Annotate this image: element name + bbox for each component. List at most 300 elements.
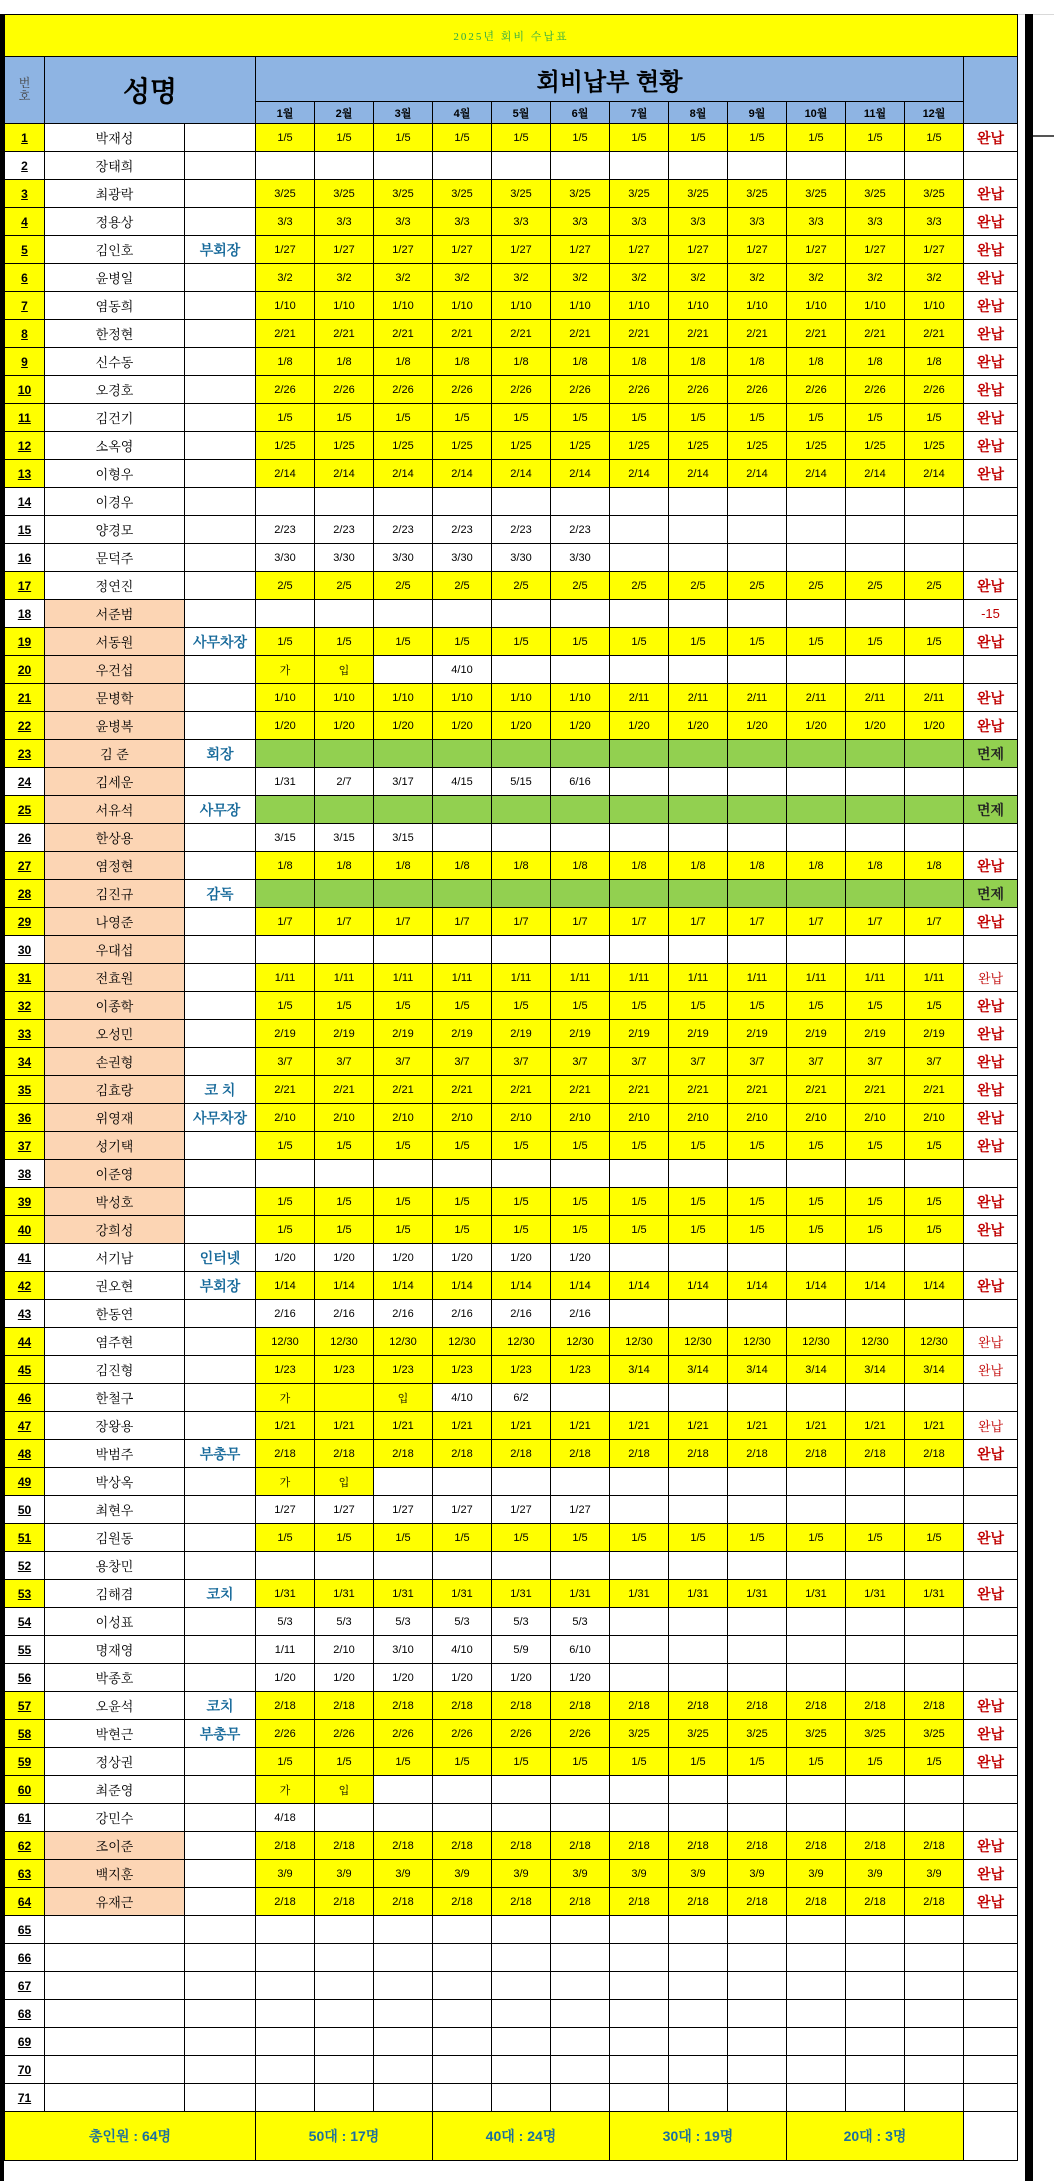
month-payment-cell[interactable]	[610, 1776, 669, 1804]
member-name-cell[interactable]: 위영재	[45, 1104, 185, 1132]
month-header[interactable]: 8월	[669, 102, 728, 124]
payment-status-cell[interactable]: -15	[964, 600, 1018, 628]
month-payment-cell[interactable]: 1/25	[787, 432, 846, 460]
month-payment-cell[interactable]: 3/25	[433, 180, 492, 208]
month-payment-cell[interactable]: 3/9	[787, 1860, 846, 1888]
month-payment-cell[interactable]	[374, 2000, 433, 2028]
row-number-cell[interactable]: 11	[5, 404, 45, 432]
member-name-cell[interactable]: 문덕주	[45, 544, 185, 572]
month-payment-cell[interactable]	[256, 1160, 315, 1188]
member-role-cell[interactable]: 부회장	[185, 1272, 256, 1300]
month-payment-cell[interactable]: 1/5	[492, 1188, 551, 1216]
month-payment-cell[interactable]: 1/20	[374, 1664, 433, 1692]
month-payment-cell[interactable]	[315, 2028, 374, 2056]
month-payment-cell[interactable]: 1/5	[492, 992, 551, 1020]
month-payment-cell[interactable]: 2/14	[905, 460, 964, 488]
month-payment-cell[interactable]: 12/30	[492, 1328, 551, 1356]
month-payment-cell[interactable]	[905, 1636, 964, 1664]
month-payment-cell[interactable]: 2/21	[256, 320, 315, 348]
month-payment-cell[interactable]: 3/7	[315, 1048, 374, 1076]
month-header[interactable]: 1월	[256, 102, 315, 124]
month-payment-cell[interactable]: 2/21	[787, 320, 846, 348]
month-payment-cell[interactable]	[433, 796, 492, 824]
month-payment-cell[interactable]: 3/9	[315, 1860, 374, 1888]
month-payment-cell[interactable]	[551, 936, 610, 964]
month-payment-cell[interactable]	[315, 1552, 374, 1580]
member-role-cell[interactable]	[185, 1216, 256, 1244]
payment-status-cell[interactable]: 완납	[964, 852, 1018, 880]
member-role-cell[interactable]: 인터넷	[185, 1244, 256, 1272]
month-payment-cell[interactable]: 2/14	[551, 460, 610, 488]
month-payment-cell[interactable]: 1/5	[492, 404, 551, 432]
month-payment-cell[interactable]: 12/30	[433, 1328, 492, 1356]
month-payment-cell[interactable]: 6/16	[551, 768, 610, 796]
month-payment-cell[interactable]	[905, 936, 964, 964]
member-name-cell[interactable]: 김진규	[45, 880, 185, 908]
month-payment-cell[interactable]: 3/3	[669, 208, 728, 236]
month-payment-cell[interactable]: 2/21	[728, 320, 787, 348]
month-payment-cell[interactable]: 1/20	[433, 1664, 492, 1692]
row-number-cell[interactable]: 37	[5, 1132, 45, 1160]
no-header[interactable]	[5, 57, 45, 124]
month-payment-cell[interactable]: 1/31	[905, 1580, 964, 1608]
payment-status-cell[interactable]: 완납	[964, 1720, 1018, 1748]
member-name-cell[interactable]: 나영준	[45, 908, 185, 936]
month-payment-cell[interactable]	[787, 2056, 846, 2084]
month-payment-cell[interactable]	[669, 600, 728, 628]
member-role-cell[interactable]	[185, 1496, 256, 1524]
row-number-cell[interactable]: 69	[5, 2028, 45, 2056]
row-number-cell[interactable]: 13	[5, 460, 45, 488]
month-payment-cell[interactable]: 1/7	[492, 908, 551, 936]
month-payment-cell[interactable]: 2/5	[846, 572, 905, 600]
month-payment-cell[interactable]: 1/8	[787, 348, 846, 376]
month-payment-cell[interactable]	[787, 1160, 846, 1188]
month-payment-cell[interactable]: 3/2	[905, 264, 964, 292]
month-payment-cell[interactable]: 1/23	[315, 1356, 374, 1384]
member-role-cell[interactable]	[185, 1328, 256, 1356]
month-payment-cell[interactable]: 2/18	[787, 1692, 846, 1720]
month-payment-cell[interactable]: 1/31	[256, 768, 315, 796]
month-payment-cell[interactable]	[374, 2056, 433, 2084]
month-payment-cell[interactable]: 1/5	[433, 1188, 492, 1216]
month-payment-cell[interactable]	[728, 1776, 787, 1804]
month-header[interactable]: 5월	[492, 102, 551, 124]
month-payment-cell[interactable]	[610, 1468, 669, 1496]
member-role-cell[interactable]	[185, 656, 256, 684]
month-payment-cell[interactable]	[492, 488, 551, 516]
month-payment-cell[interactable]: 1/5	[433, 404, 492, 432]
month-payment-cell[interactable]	[787, 600, 846, 628]
month-payment-cell[interactable]: 1/5	[433, 1216, 492, 1244]
month-payment-cell[interactable]: 2/10	[315, 1104, 374, 1132]
month-payment-cell[interactable]: 2/18	[728, 1888, 787, 1916]
month-payment-cell[interactable]: 1/25	[669, 432, 728, 460]
month-payment-cell[interactable]	[846, 1664, 905, 1692]
month-payment-cell[interactable]: 1/14	[610, 1272, 669, 1300]
month-payment-cell[interactable]: 2/18	[905, 1692, 964, 1720]
month-payment-cell[interactable]: 2/21	[492, 1076, 551, 1104]
month-payment-cell[interactable]	[610, 740, 669, 768]
month-payment-cell[interactable]	[610, 1972, 669, 2000]
month-payment-cell[interactable]: 입	[315, 1776, 374, 1804]
month-payment-cell[interactable]	[433, 2084, 492, 2112]
row-number-cell[interactable]: 53	[5, 1580, 45, 1608]
month-payment-cell[interactable]	[669, 516, 728, 544]
member-name-cell[interactable]: 김건기	[45, 404, 185, 432]
month-payment-cell[interactable]: 1/7	[551, 908, 610, 936]
month-payment-cell[interactable]	[905, 2000, 964, 2028]
month-payment-cell[interactable]	[610, 1944, 669, 1972]
month-payment-cell[interactable]: 2/21	[315, 320, 374, 348]
month-payment-cell[interactable]: 1/31	[610, 1580, 669, 1608]
member-name-cell[interactable]: 정연진	[45, 572, 185, 600]
month-payment-cell[interactable]	[728, 1384, 787, 1412]
month-payment-cell[interactable]	[374, 796, 433, 824]
month-payment-cell[interactable]	[787, 2084, 846, 2112]
month-payment-cell[interactable]	[610, 1244, 669, 1272]
month-payment-cell[interactable]: 1/5	[610, 1524, 669, 1552]
month-payment-cell[interactable]: 1/20	[905, 712, 964, 740]
month-payment-cell[interactable]: 2/23	[551, 516, 610, 544]
month-payment-cell[interactable]: 1/11	[905, 964, 964, 992]
payment-status-cell[interactable]: 완납	[964, 1524, 1018, 1552]
month-payment-cell[interactable]: 1/21	[256, 1412, 315, 1440]
member-role-cell[interactable]	[185, 1524, 256, 1552]
payment-status-cell[interactable]: 완납	[964, 712, 1018, 740]
month-payment-cell[interactable]	[905, 1244, 964, 1272]
month-payment-cell[interactable]: 1/20	[374, 712, 433, 740]
member-role-cell[interactable]	[185, 180, 256, 208]
month-payment-cell[interactable]	[728, 2056, 787, 2084]
member-role-cell[interactable]	[185, 460, 256, 488]
month-payment-cell[interactable]	[846, 1776, 905, 1804]
row-number-cell[interactable]: 52	[5, 1552, 45, 1580]
month-payment-cell[interactable]	[433, 1160, 492, 1188]
month-payment-cell[interactable]	[846, 824, 905, 852]
month-payment-cell[interactable]: 5/3	[433, 1608, 492, 1636]
payment-status-cell[interactable]: 완납	[964, 964, 1018, 992]
month-payment-cell[interactable]	[256, 1944, 315, 1972]
month-payment-cell[interactable]: 2/26	[728, 376, 787, 404]
month-payment-cell[interactable]: 1/14	[315, 1272, 374, 1300]
month-payment-cell[interactable]: 2/18	[315, 1888, 374, 1916]
month-payment-cell[interactable]: 1/27	[905, 236, 964, 264]
month-payment-cell[interactable]: 2/10	[905, 1104, 964, 1132]
month-header[interactable]: 12월	[905, 102, 964, 124]
month-payment-cell[interactable]	[846, 516, 905, 544]
payment-status-cell[interactable]: 완납	[964, 1748, 1018, 1776]
month-payment-cell[interactable]	[787, 1664, 846, 1692]
month-payment-cell[interactable]	[315, 740, 374, 768]
month-payment-cell[interactable]: 1/21	[610, 1412, 669, 1440]
month-payment-cell[interactable]: 1/11	[256, 964, 315, 992]
member-role-cell[interactable]	[185, 1132, 256, 1160]
month-payment-cell[interactable]	[669, 656, 728, 684]
month-payment-cell[interactable]	[374, 1552, 433, 1580]
month-payment-cell[interactable]: 12/30	[787, 1328, 846, 1356]
member-name-cell[interactable]: 성기택	[45, 1132, 185, 1160]
month-payment-cell[interactable]: 3/14	[669, 1356, 728, 1384]
payment-status-cell[interactable]: 완납	[964, 376, 1018, 404]
month-payment-cell[interactable]: 1/10	[787, 292, 846, 320]
month-payment-cell[interactable]	[669, 1636, 728, 1664]
month-payment-cell[interactable]: 2/14	[256, 460, 315, 488]
payment-status-cell[interactable]	[964, 1468, 1018, 1496]
month-payment-cell[interactable]	[787, 796, 846, 824]
month-payment-cell[interactable]: 2/10	[551, 1104, 610, 1132]
month-payment-cell[interactable]	[905, 544, 964, 572]
row-number-cell[interactable]: 66	[5, 1944, 45, 1972]
row-number-cell[interactable]: 27	[5, 852, 45, 880]
month-payment-cell[interactable]	[728, 1636, 787, 1664]
month-payment-cell[interactable]: 입	[315, 1468, 374, 1496]
month-payment-cell[interactable]	[374, 1944, 433, 1972]
member-role-cell[interactable]	[185, 684, 256, 712]
payment-status-cell[interactable]: 완납	[964, 1188, 1018, 1216]
member-role-cell[interactable]	[185, 824, 256, 852]
payment-status-cell[interactable]: 완납	[964, 1076, 1018, 1104]
payment-status-cell[interactable]	[964, 1664, 1018, 1692]
month-payment-cell[interactable]: 2/26	[374, 376, 433, 404]
month-payment-cell[interactable]: 3/25	[669, 1720, 728, 1748]
month-payment-cell[interactable]	[728, 1916, 787, 1944]
month-payment-cell[interactable]	[905, 1496, 964, 1524]
member-name-cell[interactable]: 박종호	[45, 1664, 185, 1692]
month-payment-cell[interactable]: 1/5	[669, 1748, 728, 1776]
month-payment-cell[interactable]	[787, 1384, 846, 1412]
member-name-cell[interactable]	[45, 1944, 185, 1972]
month-payment-cell[interactable]	[315, 488, 374, 516]
month-payment-cell[interactable]: 1/5	[492, 1524, 551, 1552]
member-role-cell[interactable]: 사무장	[185, 796, 256, 824]
month-payment-cell[interactable]: 3/15	[256, 824, 315, 852]
member-role-cell[interactable]	[185, 1860, 256, 1888]
payment-status-cell[interactable]: 완납	[964, 208, 1018, 236]
month-payment-cell[interactable]	[610, 1916, 669, 1944]
month-payment-cell[interactable]: 1/7	[787, 908, 846, 936]
month-payment-cell[interactable]	[846, 488, 905, 516]
month-payment-cell[interactable]	[256, 2028, 315, 2056]
month-payment-cell[interactable]: 1/5	[610, 992, 669, 1020]
month-payment-cell[interactable]	[846, 796, 905, 824]
month-payment-cell[interactable]: 3/2	[374, 264, 433, 292]
name-header[interactable]: 성명	[45, 57, 256, 124]
month-payment-cell[interactable]: 2/21	[433, 1076, 492, 1104]
month-payment-cell[interactable]	[551, 2084, 610, 2112]
month-payment-cell[interactable]: 1/8	[433, 348, 492, 376]
member-name-cell[interactable]: 김인호	[45, 236, 185, 264]
row-number-cell[interactable]: 33	[5, 1020, 45, 1048]
month-payment-cell[interactable]: 2/16	[433, 1300, 492, 1328]
month-payment-cell[interactable]	[846, 544, 905, 572]
month-payment-cell[interactable]	[669, 2000, 728, 2028]
month-payment-cell[interactable]: 1/8	[551, 348, 610, 376]
member-name-cell[interactable]: 한정현	[45, 320, 185, 348]
month-payment-cell[interactable]	[728, 1468, 787, 1496]
month-payment-cell[interactable]: 가	[256, 1468, 315, 1496]
month-payment-cell[interactable]	[610, 488, 669, 516]
month-header[interactable]: 7월	[610, 102, 669, 124]
month-payment-cell[interactable]: 1/5	[787, 628, 846, 656]
month-payment-cell[interactable]	[728, 516, 787, 544]
month-payment-cell[interactable]	[433, 1776, 492, 1804]
member-name-cell[interactable]: 박현근	[45, 1720, 185, 1748]
month-payment-cell[interactable]: 2/14	[492, 460, 551, 488]
month-payment-cell[interactable]	[846, 1300, 905, 1328]
month-payment-cell[interactable]: 1/5	[787, 1524, 846, 1552]
month-payment-cell[interactable]: 1/31	[374, 1580, 433, 1608]
payment-status-cell[interactable]: 완납	[964, 1048, 1018, 1076]
month-payment-cell[interactable]	[787, 1972, 846, 2000]
row-number-cell[interactable]: 20	[5, 656, 45, 684]
month-payment-cell[interactable]: 1/5	[905, 1216, 964, 1244]
month-payment-cell[interactable]: 2/19	[787, 1020, 846, 1048]
month-payment-cell[interactable]	[787, 2028, 846, 2056]
month-payment-cell[interactable]: 3/3	[551, 208, 610, 236]
member-name-cell[interactable]: 장왕용	[45, 1412, 185, 1440]
month-payment-cell[interactable]: 2/14	[315, 460, 374, 488]
month-payment-cell[interactable]: 3/7	[905, 1048, 964, 1076]
month-payment-cell[interactable]	[256, 880, 315, 908]
month-payment-cell[interactable]: 1/21	[846, 1412, 905, 1440]
month-payment-cell[interactable]: 1/8	[787, 852, 846, 880]
month-payment-cell[interactable]: 3/3	[610, 208, 669, 236]
member-name-cell[interactable]	[45, 2056, 185, 2084]
month-payment-cell[interactable]	[787, 936, 846, 964]
month-payment-cell[interactable]	[905, 1160, 964, 1188]
month-payment-cell[interactable]: 1/8	[669, 348, 728, 376]
month-payment-cell[interactable]	[374, 600, 433, 628]
month-payment-cell[interactable]	[492, 1468, 551, 1496]
member-name-cell[interactable]: 신수동	[45, 348, 185, 376]
month-payment-cell[interactable]	[905, 1944, 964, 1972]
row-number-cell[interactable]: 60	[5, 1776, 45, 1804]
month-payment-cell[interactable]	[610, 2084, 669, 2112]
month-payment-cell[interactable]	[728, 1244, 787, 1272]
month-payment-cell[interactable]: 1/27	[433, 236, 492, 264]
month-payment-cell[interactable]: 1/5	[669, 404, 728, 432]
payment-status-cell[interactable]	[964, 1944, 1018, 1972]
month-payment-cell[interactable]: 1/5	[551, 1524, 610, 1552]
row-number-cell[interactable]: 67	[5, 1972, 45, 2000]
month-payment-cell[interactable]: 3/7	[551, 1048, 610, 1076]
payment-status-cell[interactable]	[964, 516, 1018, 544]
month-payment-cell[interactable]: 2/26	[787, 376, 846, 404]
month-payment-cell[interactable]: 3/2	[433, 264, 492, 292]
payment-status-cell[interactable]	[964, 1916, 1018, 1944]
month-payment-cell[interactable]: 2/5	[433, 572, 492, 600]
month-payment-cell[interactable]: 3/30	[492, 544, 551, 572]
month-payment-cell[interactable]	[669, 2028, 728, 2056]
month-payment-cell[interactable]	[492, 1804, 551, 1832]
month-payment-cell[interactable]: 1/5	[728, 1132, 787, 1160]
month-payment-cell[interactable]	[728, 1944, 787, 1972]
month-payment-cell[interactable]: 1/27	[433, 1496, 492, 1524]
month-payment-cell[interactable]: 12/30	[256, 1328, 315, 1356]
month-payment-cell[interactable]	[846, 2028, 905, 2056]
row-number-cell[interactable]: 16	[5, 544, 45, 572]
member-role-cell[interactable]	[185, 852, 256, 880]
month-payment-cell[interactable]	[551, 2000, 610, 2028]
member-role-cell[interactable]: 부회장	[185, 236, 256, 264]
member-role-cell[interactable]	[185, 712, 256, 740]
month-payment-cell[interactable]: 5/3	[374, 1608, 433, 1636]
month-payment-cell[interactable]: 2/21	[610, 1076, 669, 1104]
month-payment-cell[interactable]: 1/8	[551, 852, 610, 880]
month-payment-cell[interactable]	[846, 740, 905, 768]
month-payment-cell[interactable]: 1/5	[728, 1524, 787, 1552]
month-payment-cell[interactable]: 3/25	[728, 180, 787, 208]
month-payment-cell[interactable]	[787, 2000, 846, 2028]
row-number-cell[interactable]: 46	[5, 1384, 45, 1412]
month-payment-cell[interactable]	[551, 656, 610, 684]
month-payment-cell[interactable]: 2/11	[787, 684, 846, 712]
payment-status-cell[interactable]	[964, 1496, 1018, 1524]
month-payment-cell[interactable]	[669, 1244, 728, 1272]
month-payment-cell[interactable]	[492, 824, 551, 852]
month-payment-cell[interactable]: 1/10	[256, 292, 315, 320]
month-payment-cell[interactable]: 2/18	[787, 1832, 846, 1860]
row-number-cell[interactable]: 6	[5, 264, 45, 292]
payment-status-cell[interactable]: 완납	[964, 1580, 1018, 1608]
month-payment-cell[interactable]: 1/20	[433, 1244, 492, 1272]
month-payment-cell[interactable]: 1/5	[669, 628, 728, 656]
row-number-cell[interactable]: 18	[5, 600, 45, 628]
month-payment-cell[interactable]: 2/21	[669, 1076, 728, 1104]
month-payment-cell[interactable]	[256, 1552, 315, 1580]
month-payment-cell[interactable]	[905, 2028, 964, 2056]
month-payment-cell[interactable]	[669, 824, 728, 852]
month-payment-cell[interactable]: 12/30	[669, 1328, 728, 1356]
month-payment-cell[interactable]: 1/20	[374, 1244, 433, 1272]
month-payment-cell[interactable]: 2/23	[433, 516, 492, 544]
summary-40s[interactable]: 40대 : 24명	[433, 2112, 610, 2161]
row-number-cell[interactable]: 1	[5, 124, 45, 152]
month-payment-cell[interactable]: 1/31	[256, 1580, 315, 1608]
month-payment-cell[interactable]: 1/5	[669, 1132, 728, 1160]
month-payment-cell[interactable]: 2/14	[374, 460, 433, 488]
month-payment-cell[interactable]	[669, 1944, 728, 1972]
member-role-cell[interactable]: 회장	[185, 740, 256, 768]
member-name-cell[interactable]: 서유석	[45, 796, 185, 824]
member-name-cell[interactable]: 오윤석	[45, 1692, 185, 1720]
month-payment-cell[interactable]: 1/27	[551, 1496, 610, 1524]
month-payment-cell[interactable]: 1/5	[433, 992, 492, 1020]
month-payment-cell[interactable]: 1/20	[492, 712, 551, 740]
month-payment-cell[interactable]: 3/2	[256, 264, 315, 292]
month-payment-cell[interactable]: 2/18	[905, 1440, 964, 1468]
month-payment-cell[interactable]	[728, 1804, 787, 1832]
month-header[interactable]: 4월	[433, 102, 492, 124]
sheet-title[interactable]: 2025년 회비 수납표	[5, 15, 1018, 57]
row-number-cell[interactable]: 68	[5, 2000, 45, 2028]
month-payment-cell[interactable]	[256, 2084, 315, 2112]
month-payment-cell[interactable]: 3/7	[787, 1048, 846, 1076]
month-payment-cell[interactable]: 1/10	[256, 684, 315, 712]
payment-status-cell[interactable]: 완납	[964, 292, 1018, 320]
month-payment-cell[interactable]: 1/21	[492, 1412, 551, 1440]
month-payment-cell[interactable]: 1/5	[787, 404, 846, 432]
month-payment-cell[interactable]: 2/18	[669, 1692, 728, 1720]
month-payment-cell[interactable]: 2/21	[256, 1076, 315, 1104]
month-payment-cell[interactable]: 2/5	[610, 572, 669, 600]
month-payment-cell[interactable]: 1/31	[728, 1580, 787, 1608]
month-payment-cell[interactable]	[846, 1384, 905, 1412]
month-payment-cell[interactable]	[905, 1300, 964, 1328]
month-payment-cell[interactable]: 1/5	[728, 404, 787, 432]
month-payment-cell[interactable]: 1/5	[610, 628, 669, 656]
